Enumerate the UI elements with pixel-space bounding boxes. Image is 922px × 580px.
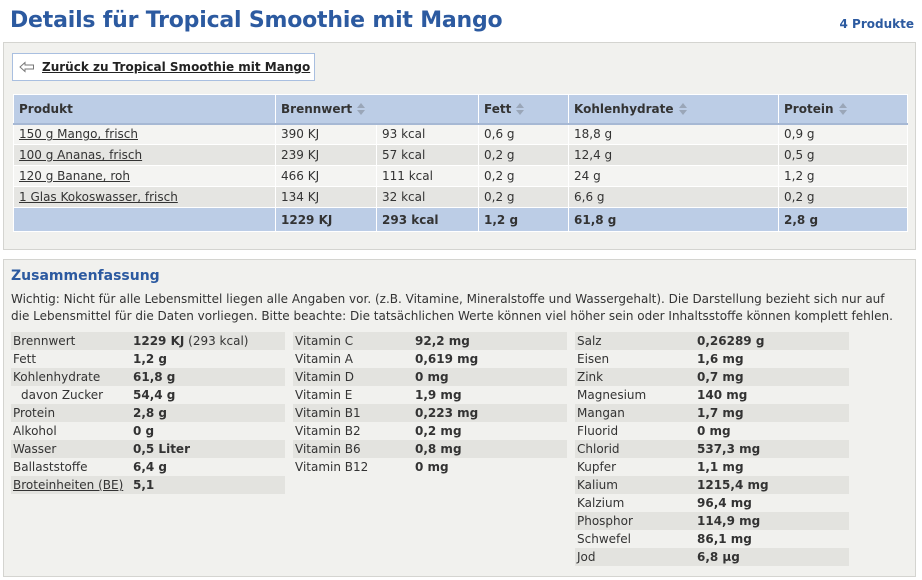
page-title: Details für Tropical Smoothie mit Mango	[10, 8, 503, 33]
column-header-product: Produkt	[14, 95, 276, 124]
carbs-cell: 18,8 g	[569, 124, 779, 145]
nutrient-value: 0,619 mg	[415, 352, 479, 366]
nutrient-label: Salz	[577, 334, 602, 348]
nutrient-label: Vitamin B1	[295, 406, 361, 420]
nutrient-value: 1,9 mg	[415, 388, 462, 402]
back-button-label: Zurück zu Tropical Smoothie mit Mango	[42, 60, 311, 74]
energy-kj-cell: 466 KJ	[276, 166, 377, 187]
nutrient-row	[575, 332, 849, 350]
nutrient-label: Kalzium	[577, 496, 625, 510]
nutrient-value: 54,4 g	[133, 388, 176, 402]
product-count: 4 Produkte	[839, 17, 914, 31]
nutrient-value: 0,7 mg	[697, 370, 744, 384]
nutrient-row	[575, 404, 849, 422]
column-header-fat[interactable]: Fett	[479, 95, 569, 124]
summary-title: Zusammenfassung	[11, 268, 160, 284]
energy-kcal-cell: 32 kcal	[377, 187, 479, 208]
nutrient-row	[575, 386, 849, 404]
nutrient-label: Kalium	[577, 478, 618, 492]
nutrient-row	[575, 440, 849, 458]
nutrient-row	[575, 458, 849, 476]
column-header-energy[interactable]: Brennwert	[276, 95, 479, 124]
nutrient-label: Vitamin C	[295, 334, 354, 348]
nutrient-value: 0,223 mg	[415, 406, 479, 420]
energy-kcal-cell: 57 kcal	[377, 145, 479, 166]
nutrient-label: Jod	[577, 550, 596, 564]
back-button[interactable]	[12, 53, 315, 81]
nutrient-label: Vitamin D	[295, 370, 355, 384]
nutrient-label: Ballaststoffe	[13, 460, 88, 474]
page-header	[0, 0, 922, 40]
nutrient-row	[575, 548, 849, 566]
total-fat-cell: 1,2 g	[479, 208, 569, 232]
nutrient-label: Chlorid	[577, 442, 620, 456]
nutrient-value: 140 mg	[697, 388, 748, 402]
fat-cell: 0,6 g	[479, 124, 569, 145]
nutrient-value: 92,2 mg	[415, 334, 470, 348]
energy-kj-cell: 239 KJ	[276, 145, 377, 166]
nutrient-label: Zink	[577, 370, 604, 384]
nutrient-value: 5,1	[133, 478, 155, 492]
nutrient-label: Vitamin A	[295, 352, 353, 366]
nutrient-row	[293, 386, 567, 404]
nutrient-label: Schwefel	[577, 532, 631, 546]
nutrient-value: 6,4 g	[133, 460, 168, 474]
fat-cell: 0,2 g	[479, 187, 569, 208]
nutrient-row	[293, 332, 567, 350]
nutrient-value: 0,26289 g	[697, 334, 765, 348]
nutrient-label: Vitamin B12	[295, 460, 369, 474]
nutrient-label: Mangan	[577, 406, 625, 420]
nutrient-row	[575, 368, 849, 386]
nutrient-value: 6,8 µg	[697, 550, 740, 564]
nutrient-value: 96,4 mg	[697, 496, 752, 510]
carbs-cell: 6,6 g	[569, 187, 779, 208]
product-link[interactable]: 1 Glas Kokoswasser, frisch	[19, 190, 178, 204]
nutrient-label: Fluorid	[577, 424, 619, 438]
carbs-cell: 24 g	[569, 166, 779, 187]
nutrient-label: Vitamin E	[295, 388, 353, 402]
nutrient-label: davon Zucker	[21, 388, 104, 402]
table-row	[14, 187, 908, 208]
nutrient-label: Vitamin B6	[295, 442, 361, 456]
nutrient-row	[11, 368, 285, 386]
nutrient-value: 0 g	[133, 424, 155, 438]
nutrient-value: 0,8 mg	[415, 442, 462, 456]
nutrient-label: Eisen	[577, 352, 610, 366]
table-row	[14, 145, 908, 166]
products-panel	[3, 42, 916, 250]
total-kj-cell: 1229 KJ	[276, 208, 377, 232]
nutrient-column-general	[11, 332, 285, 494]
nutrient-label: Protein	[13, 406, 56, 420]
sort-icon	[838, 103, 848, 115]
carbs-cell: 12,4 g	[569, 145, 779, 166]
nutrient-label: Brennwert	[13, 334, 76, 348]
arrow-left-icon	[19, 61, 35, 73]
nutrient-row	[11, 476, 285, 494]
nutrient-row	[11, 422, 285, 440]
nutrient-row	[575, 530, 849, 548]
total-carbs-cell: 61,8 g	[569, 208, 779, 232]
nutrient-label: Phosphor	[577, 514, 633, 528]
nutrient-value: 537,3 mg	[697, 442, 761, 456]
total-kcal-cell: 293 kcal	[377, 208, 479, 232]
nutrient-value: 0,5 Liter	[133, 442, 190, 456]
total-protein-cell: 2,8 g	[779, 208, 908, 232]
summary-panel	[3, 259, 916, 577]
nutrient-label: Vitamin B2	[295, 424, 361, 438]
nutrient-value: 1229 KJ (293 kcal)	[133, 334, 249, 348]
nutrient-column-minerals	[575, 332, 849, 566]
nutrient-value: 1,7 mg	[697, 406, 744, 420]
nutrient-row	[293, 458, 567, 476]
summary-notice: Wichtig: Nicht für alle Lebensmittel liegen alle Angaben vor. (z.B. Vitamine, Mineralstoffe und Wassergehalt). Die Darstellung bezieht sich nur auf die Lebensmittel für die Daten vorliegen. Bitte beachte: Die tatsächlichen Werte können viel höher sein oder Inhaltsstoffe können komplett fehlen.	[11, 292, 893, 323]
nutrient-value-kcal: (293 kcal)	[184, 334, 249, 348]
products-table	[13, 94, 908, 232]
nutrient-value: 86,1 mg	[697, 532, 752, 546]
nutrient-label: Alkohol	[13, 424, 57, 438]
nutrient-value: 0 mg	[697, 424, 731, 438]
nutrient-row	[575, 350, 849, 368]
nutrient-value: 0 mg	[415, 460, 449, 474]
energy-kj-cell: 390 KJ	[276, 124, 377, 145]
nutrient-value: 1,6 mg	[697, 352, 744, 366]
nutrient-value: 2,8 g	[133, 406, 168, 420]
nutrient-row	[11, 458, 285, 476]
nutrient-row	[11, 440, 285, 458]
nutrient-row	[293, 404, 567, 422]
nutrient-row	[11, 332, 285, 350]
energy-kcal-cell: 111 kcal	[377, 166, 479, 187]
sort-icon	[356, 103, 366, 115]
column-header-protein[interactable]: Protein	[779, 95, 908, 124]
nutrient-row	[293, 368, 567, 386]
sort-icon	[515, 103, 525, 115]
nutrient-label: Fett	[13, 352, 37, 366]
broteinheiten-link[interactable]: Broteinheiten (BE)	[13, 478, 124, 492]
energy-kcal-cell: 93 kcal	[377, 124, 479, 145]
protein-cell: 0,5 g	[779, 145, 908, 166]
product-link[interactable]: 150 g Mango, frisch	[19, 127, 138, 142]
protein-cell: 1,2 g	[779, 166, 908, 187]
nutrient-row	[11, 350, 285, 368]
nutrient-row	[575, 422, 849, 440]
fat-cell: 0,2 g	[479, 166, 569, 187]
sort-icon	[678, 103, 688, 115]
nutrient-value: 0 mg	[415, 370, 449, 384]
nutrient-label: Kupfer	[577, 460, 617, 474]
column-header-carbs[interactable]: Kohlenhydrate	[569, 95, 779, 124]
nutrient-row	[575, 494, 849, 512]
nutrient-column-vitamins	[293, 332, 567, 476]
product-link[interactable]: 100 g Ananas, frisch	[19, 148, 143, 162]
nutrient-row	[11, 386, 285, 404]
nutrient-value: 1215,4 mg	[697, 478, 769, 492]
nutrient-row	[11, 404, 285, 422]
table-row	[14, 124, 908, 145]
protein-cell: 0,9 g	[779, 124, 908, 145]
nutrient-row	[293, 350, 567, 368]
table-row	[14, 166, 908, 187]
nutrient-label: Kohlenhydrate	[13, 370, 101, 384]
nutrient-value: 0,2 mg	[415, 424, 462, 438]
nutrient-row	[293, 422, 567, 440]
product-link[interactable]: 120 g Banane, roh	[19, 169, 130, 183]
nutrient-value: 1,1 mg	[697, 460, 744, 474]
nutrient-row	[293, 440, 567, 458]
nutrient-row	[575, 512, 849, 530]
nutrient-value: 1,2 g	[133, 352, 168, 366]
fat-cell: 0,2 g	[479, 145, 569, 166]
nutrient-value: 114,9 mg	[697, 514, 761, 528]
nutrient-row	[575, 476, 849, 494]
nutrient-label: Wasser	[13, 442, 57, 456]
total-row	[14, 208, 908, 232]
nutrient-value: 61,8 g	[133, 370, 176, 384]
energy-kj-cell: 134 KJ	[276, 187, 377, 208]
protein-cell: 0,2 g	[779, 187, 908, 208]
nutrient-label: Magnesium	[577, 388, 647, 402]
